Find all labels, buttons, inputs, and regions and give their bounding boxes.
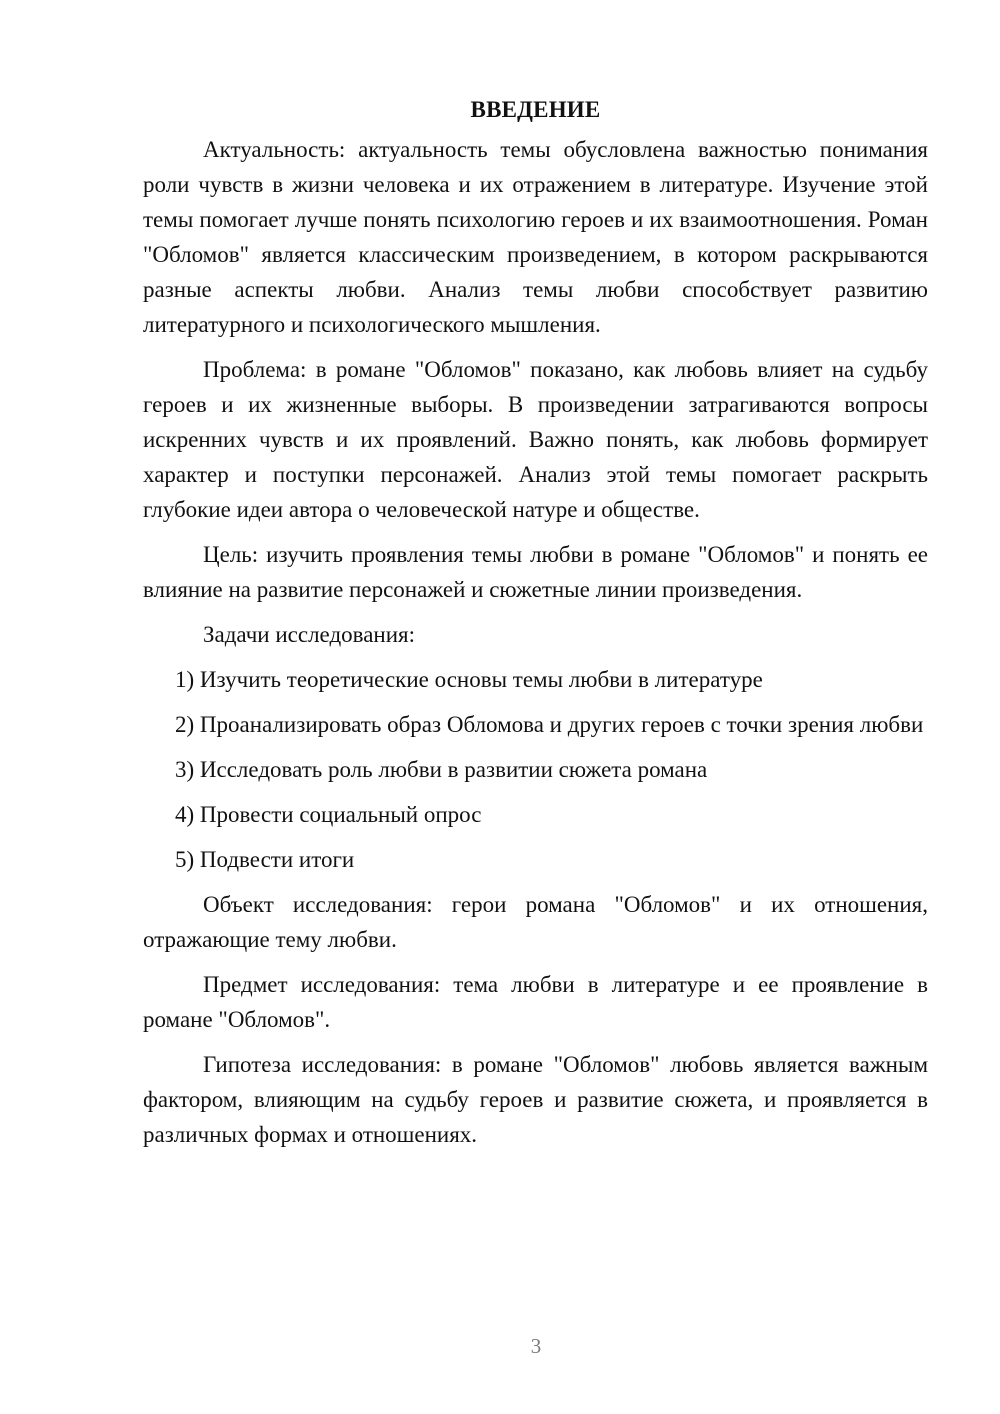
task-item-3: 3) Исследовать роль любви в развитии сюжета романа <box>175 757 708 782</box>
paragraph-tasks-title: Задачи исследования: <box>203 622 416 647</box>
task-item-4: 4) Провести социальный опрос <box>175 802 482 827</box>
task-item-2: 2) Проанализировать образ Обломова и других героев с точки зрения любви <box>175 712 924 737</box>
paragraph-problem: Проблема: в романе "Обломов" показано, как любовь влияет на судьбу героев и их жизненные выборы. В произведении затрагиваются вопросы искренних чувств и их проявлений. Важно понять, как любовь формирует характер и поступки персонажей. Анализ этой темы помогает раскрыть глубокие идеи автора о человеческой натуре и обществе. <box>143 357 928 522</box>
paragraph-subject: Предмет исследования: тема любви в литературе и ее проявление в романе "Обломов". <box>143 972 928 1032</box>
section-heading: ВВЕДЕНИЕ <box>470 97 601 122</box>
task-item-5: 5) Подвести итоги <box>175 847 355 872</box>
task-item-1: 1) Изучить теоретические основы темы любви в литературе <box>175 667 763 692</box>
page-number: 3 <box>530 1334 542 1358</box>
paragraph-hypothesis: Гипотеза исследования: в романе "Обломов" любовь является важным фактором, влияющим на судьбу героев и развитие сюжета, и проявляется в различных формах и отношениях. <box>143 1052 928 1147</box>
paragraph-goal: Цель: изучить проявления темы любви в романе "Обломов" и понять ее влияние на развитие персонажей и сюжетные линии произведения. <box>143 542 928 602</box>
document-body <box>143 94 928 1162</box>
paragraph-relevance: Актуальность: актуальность темы обусловлена важностью понимания роли чувств в жизни человека и их отражением в литературе. Изучение этой темы помогает лучше понять психологию героев и их взаимоотношения. Роман "Обломов" является классическим произведением, в котором раскрываются разные аспекты любви. Анализ темы любви способствует развитию литературного и психологического мышления. <box>143 137 928 337</box>
paragraph-object: Объект исследования: герои романа "Обломов" и их отношения, отражающие тему любви. <box>143 892 928 952</box>
